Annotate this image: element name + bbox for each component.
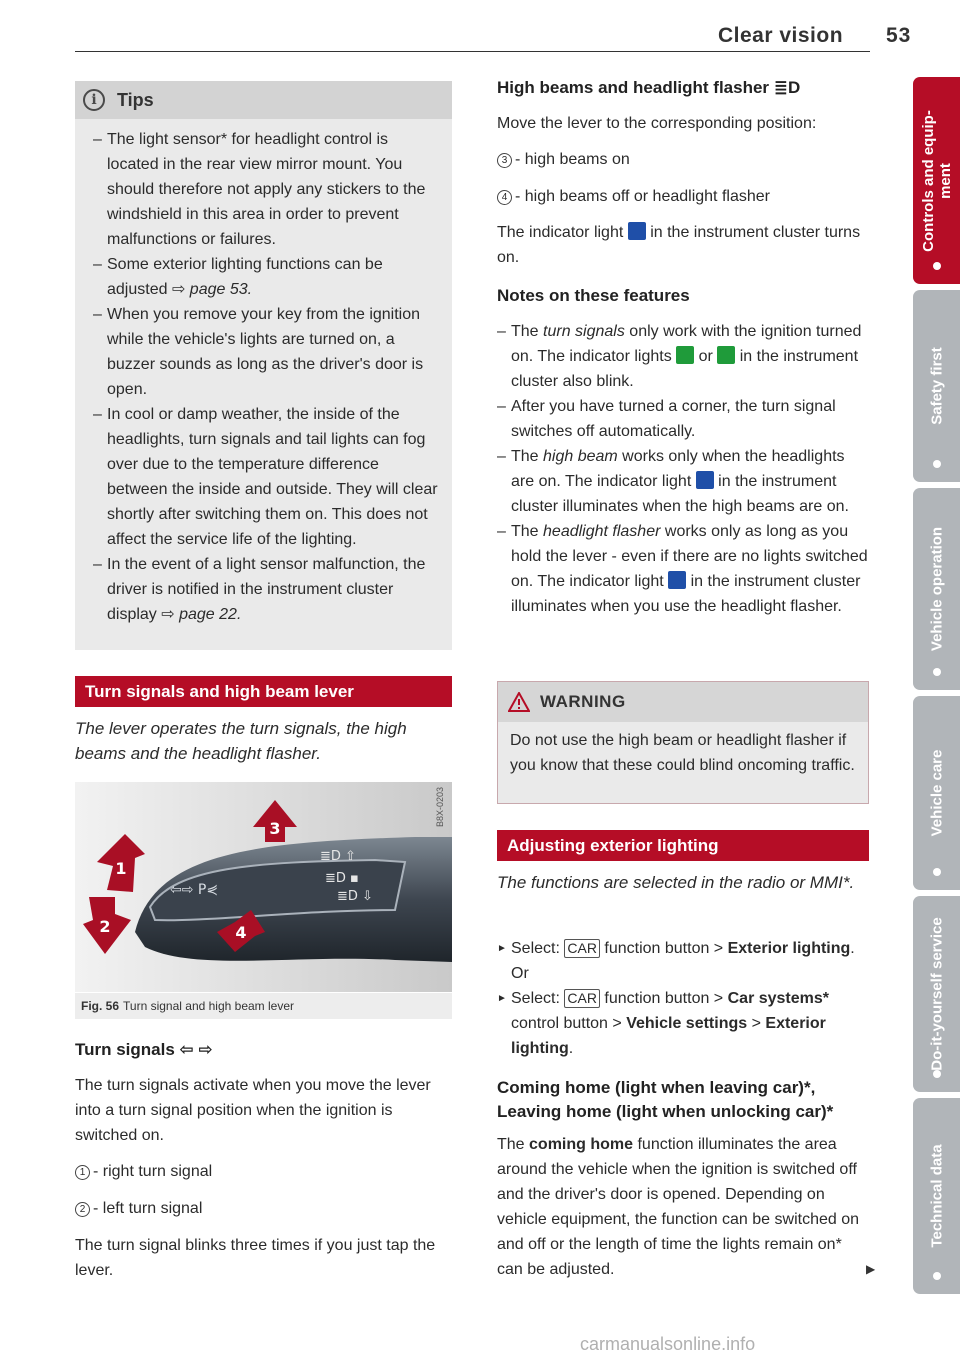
menu-path: Exterior lighting	[511, 1015, 826, 1057]
tip-item	[93, 552, 438, 627]
tab-label: Controls and equip- ment	[919, 109, 954, 252]
turn-item-right	[75, 1159, 452, 1184]
info-icon: i	[83, 89, 105, 111]
turn-signal-symbols: ⇦⇨ P⋞	[170, 882, 219, 898]
tips-box	[75, 81, 452, 650]
figure-lever	[75, 782, 452, 992]
warning-box	[497, 681, 869, 804]
text: function button >	[604, 990, 724, 1007]
high-beam-symbol: ≣D ⇧	[320, 849, 356, 864]
text: The	[511, 323, 544, 340]
car-key-button[interactable]: CAR	[564, 989, 600, 1008]
tab-marker	[933, 868, 941, 876]
tip-text: Some exterior lighting functions can be adjusted	[107, 256, 383, 298]
text: . Or	[511, 940, 855, 982]
text: >	[751, 1015, 761, 1032]
text: or	[698, 348, 713, 365]
text: Select:	[511, 940, 560, 957]
text: in the instrument cluster illuminates when you use the headlight flasher.	[511, 573, 861, 615]
text: works only when the headlights are on. The indicator light	[511, 448, 845, 490]
turn-signals-paragraph: The turn signals activate when you move the lever into a turn signal position when the ignition is switched on.	[75, 1077, 431, 1144]
tip-item	[93, 252, 438, 302]
text: function illuminates the area around the vehicle when the ignition is switched off and the driver's door is opened. Depending on vehicle equipment, the function can be switched on and off or the length of time the lights remain on* can be adjusted.	[497, 1136, 860, 1278]
tab-technical-data[interactable]	[913, 1098, 960, 1294]
callout-number: 1	[75, 1165, 90, 1180]
figure-label: Fig. 56	[81, 999, 120, 1013]
callout-4-label: 4	[235, 923, 247, 942]
tab-label: Do-it-yourself service	[928, 917, 945, 1071]
text: only work with the ignition turned on. The indicator lights	[511, 323, 862, 365]
section-title-turn-signals: Turn signals and high beam lever	[75, 676, 452, 707]
high-beam-indicator-icon	[668, 571, 686, 589]
figure-code: B8X-0203	[435, 787, 445, 828]
tab-marker	[933, 1272, 941, 1280]
tab-vehicle-care[interactable]	[913, 696, 960, 890]
tab-marker	[933, 262, 941, 270]
coming-home-paragraph	[497, 1132, 869, 1282]
item-text: - right turn signal	[93, 1163, 213, 1180]
tip-item: – The light sensor* for headlight control is located in the rear view mirror mount. You should therefore not apply any stickers to the windshield in this area in order to prevent malfunctions or failures.	[93, 127, 438, 252]
heading-notes: Notes on these features	[497, 286, 690, 305]
text: The	[497, 1136, 530, 1153]
emphasis: coming home	[529, 1136, 634, 1153]
callout-3-label: 3	[269, 819, 281, 838]
heading-high-beams: High beams and headlight flasher ≣D	[497, 78, 801, 97]
car-key-button[interactable]: CAR	[564, 939, 600, 958]
tab-vehicle-operation[interactable]	[913, 488, 960, 690]
page-reference-link[interactable]: ⇨ page 22.	[161, 606, 242, 623]
step-item	[497, 986, 869, 1061]
tips-header	[75, 81, 452, 119]
turn-item-left	[75, 1196, 452, 1221]
menu-path: Car systems*	[727, 990, 830, 1007]
tips-title: Tips	[117, 89, 154, 110]
tab-label: Vehicle care	[928, 749, 945, 837]
callout-number: 3	[497, 153, 512, 168]
high-beam-indicator-icon	[696, 471, 714, 489]
note-item	[497, 519, 869, 619]
item-text: - left turn signal	[93, 1200, 203, 1217]
steps-list	[497, 936, 869, 1061]
text: The	[511, 523, 544, 540]
running-header-title: Clear vision	[718, 24, 844, 47]
item-text: - high beams on	[515, 151, 630, 168]
left-turn-indicator-icon	[676, 346, 694, 364]
warning-text: Do not use the high beam or headlight flasher if you know that these could blind oncoming traffic.	[510, 732, 855, 774]
warning-icon	[508, 692, 530, 712]
indicator-paragraph	[497, 220, 869, 270]
note-item	[497, 319, 869, 394]
text: The	[511, 448, 544, 465]
high-beam-paragraph: Move the lever to the corresponding position:	[497, 115, 817, 132]
high-beam-item-on	[497, 147, 869, 172]
callout-2-label: 2	[99, 917, 111, 936]
continue-arrow-icon: ▶	[866, 1262, 876, 1276]
tab-label: Technical data	[928, 1144, 945, 1248]
tab-marker	[933, 460, 941, 468]
tab-do-it-yourself-service[interactable]	[913, 896, 960, 1092]
section-intro: The lever operates the turn signals, the high beams and the headlight flasher.	[75, 719, 407, 763]
page-reference-link[interactable]: ⇨ page 53.	[171, 281, 253, 298]
note-item: – After you have turned a corner, the turn signal switches off automatically.	[497, 394, 869, 444]
tab-marker	[933, 1070, 941, 1078]
emphasis: high beam	[543, 448, 618, 465]
text: in the instrument cluster illuminates when the high beams are on.	[511, 473, 849, 515]
tips-body	[75, 119, 452, 627]
flasher-symbol: ≣D ⇩	[337, 889, 373, 904]
tab-controls-and-equipment[interactable]	[913, 77, 960, 284]
text: .	[568, 1040, 574, 1057]
tab-label: Vehicle operation	[928, 526, 945, 652]
right-turn-indicator-icon	[717, 346, 735, 364]
tab-marker	[933, 668, 941, 676]
text: in the instrument cluster turns on.	[497, 224, 861, 266]
text: control button >	[511, 1015, 622, 1032]
header-rule	[75, 51, 870, 52]
tab-label: Safety first	[928, 347, 945, 425]
menu-path: Exterior lighting	[727, 940, 851, 957]
note-item	[497, 444, 869, 519]
item-text: - high beams off or headlight flasher	[515, 188, 770, 205]
heading-turn-signals: Turn signals ⇦ ⇨	[75, 1040, 213, 1059]
section-title-exterior-lighting: Adjusting exterior lighting	[497, 830, 869, 861]
lever-illustration	[75, 782, 452, 992]
watermark: carmanualsonline.info	[580, 1334, 756, 1354]
high-beam-indicator-icon	[628, 222, 646, 240]
turn-signal-tap-paragraph: The turn signal blinks three times if you just tap the lever.	[75, 1237, 436, 1279]
tip-item: – In cool or damp weather, the inside of the headlights, turn signals and tail lights can fog over due to the temperature difference between the inside and outside. They will clear shortly after switching them on. This does not affect the service life of the lighting.	[93, 402, 438, 552]
callout-number: 2	[75, 1202, 90, 1217]
high-beam-item-off	[497, 184, 869, 209]
step-item	[497, 936, 869, 986]
notes-list	[497, 319, 869, 619]
text: The indicator light	[497, 224, 624, 241]
tip-item: – When you remove your key from the ignition while the vehicle's lights are turned on, a buzzer sounds as long as the driver's door is open.	[93, 302, 438, 402]
high-beam-symbol: ≣D ▪	[325, 871, 359, 886]
figure-caption	[81, 999, 294, 1013]
callout-number: 4	[497, 190, 512, 205]
tab-safety-first[interactable]	[913, 290, 960, 482]
tip-text: In the event of a light sensor malfunction, the driver is notified in the instrument cluster display	[107, 556, 426, 623]
warning-header	[498, 682, 868, 722]
text: works only as long as you hold the lever - even if there are no lights switched on. The indicator light	[511, 523, 868, 590]
emphasis: headlight flasher	[543, 523, 661, 540]
section-intro: The functions are selected in the radio or MMI*.	[497, 873, 855, 892]
text: function button >	[604, 940, 724, 957]
callout-1-label: 1	[115, 859, 127, 878]
text: in the instrument cluster also blink.	[511, 348, 859, 390]
emphasis: turn signals	[543, 323, 625, 340]
menu-path: Vehicle settings	[626, 1015, 748, 1032]
figure-caption-text: Turn signal and high beam lever	[123, 999, 295, 1013]
text: Select:	[511, 990, 560, 1007]
warning-title: WARNING	[540, 692, 626, 711]
heading-coming-home: Coming home (light when leaving car)*, Leaving home (light when unlocking car)*	[497, 1078, 834, 1121]
page-number: 53	[886, 24, 912, 47]
